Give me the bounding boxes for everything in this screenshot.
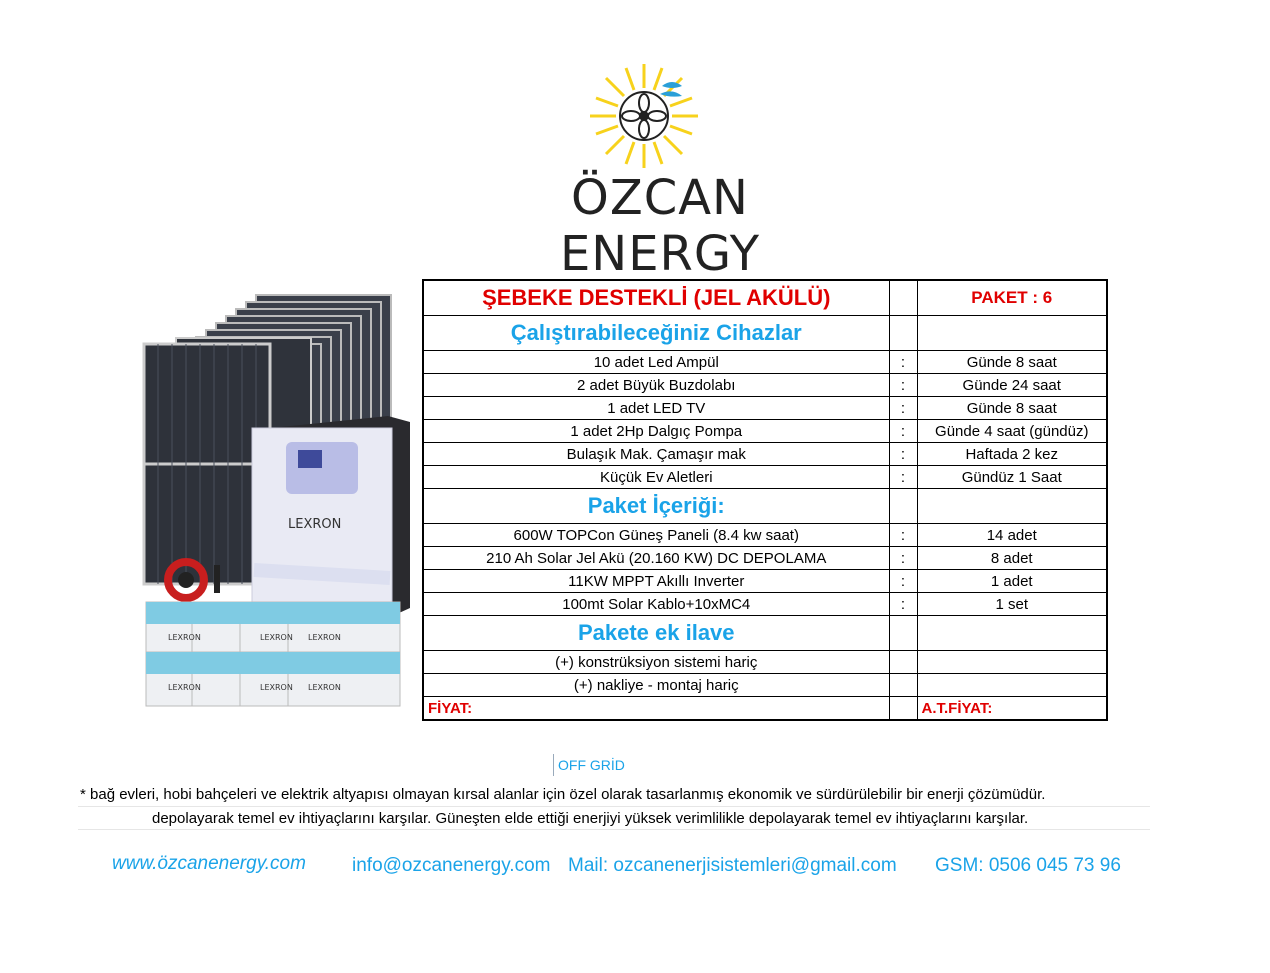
svg-text:LEXRON: LEXRON	[260, 633, 293, 642]
extra-item: (+) nakliye - montaj hariç	[423, 674, 889, 697]
inverter-image	[252, 416, 410, 618]
device-item: Bulaşık Mak. Çamaşır mak	[423, 443, 889, 466]
table-row: 1 adet LED TV : Günde 8 saat	[423, 397, 1107, 420]
table-row: 600W TOPCon Güneş Paneli (8.4 kw saat) : 14 adet	[423, 524, 1107, 547]
website-link[interactable]: www.özcanenergy.com	[112, 853, 306, 874]
device-usage: Günde 24 saat	[917, 374, 1107, 397]
note-line-1: * bağ evleri, hobi bahçeleri ve elektrik altyapısı olmayan kırsal alanlar için özel olarak tasarlanmış ekonomik ve sürdürülebilir bir enerji çözümüdür.	[80, 786, 1046, 803]
content-qty: 14 adet	[917, 524, 1107, 547]
table-row	[423, 674, 1107, 697]
table-header-row	[423, 280, 1107, 316]
gsm-number: GSM: 0506 045 73 96	[935, 855, 1121, 876]
price-row	[423, 697, 1107, 721]
content-item: 600W TOPCon Güneş Paneli (8.4 kw saat)	[423, 524, 889, 547]
note-line-2: depolayarak temel ev ihtiyaçlarını karşılar. Güneşten elde ettiği enerjiyi yüksek verimlilikle depolayarak temel ev ihtiyaçlarını karşılar.	[152, 810, 1029, 827]
table-row: 10 adet Led Ampül : Günde 8 saat	[423, 351, 1107, 374]
device-usage: Gündüz 1 Saat	[917, 466, 1107, 489]
table-row: 2 adet Büyük Buzdolabı : Günde 24 saat	[423, 374, 1107, 397]
company-logo	[470, 62, 850, 282]
device-item: Küçük Ev Aletleri	[423, 466, 889, 489]
table-row: 11KW MPPT Akıllı Inverter : 1 adet	[423, 570, 1107, 593]
section-contents-title: Paket İçeriği:	[423, 489, 889, 524]
device-usage: Günde 8 saat	[917, 351, 1107, 374]
section-devices-title: Çalıştırabileceğiniz Cihazlar	[423, 316, 889, 351]
price-label: FİYAT:	[423, 697, 889, 721]
section-row	[423, 316, 1107, 351]
svg-text:LEXRON: LEXRON	[308, 633, 341, 642]
package-spec-table	[422, 279, 1108, 721]
device-item: 10 adet Led Ampül	[423, 351, 889, 374]
section-row	[423, 489, 1107, 524]
device-usage: Günde 4 saat (gündüz)	[917, 420, 1107, 443]
svg-text:LEXRON: LEXRON	[308, 683, 341, 692]
content-qty: 1 adet	[917, 570, 1107, 593]
batteries-image	[146, 602, 400, 706]
device-item: 1 adet 2Hp Dalgıç Pompa	[423, 420, 889, 443]
gmail-link[interactable]: Mail: ozcanenerjisistemleri@gmail.com	[568, 855, 897, 876]
svg-text:LEXRON: LEXRON	[168, 633, 201, 642]
content-qty: 8 adet	[917, 547, 1107, 570]
device-usage: Haftada 2 kez	[917, 443, 1107, 466]
svg-text:LEXRON: LEXRON	[168, 683, 201, 692]
device-item: 2 adet Büyük Buzdolabı	[423, 374, 889, 397]
table-row	[423, 651, 1107, 674]
content-item: 100mt Solar Kablo+10xMC4	[423, 593, 889, 616]
brand-name: ÖZCAN ENERGY	[559, 170, 761, 282]
table-row: Küçük Ev Aletleri : Gündüz 1 Saat	[423, 466, 1107, 489]
table-row: 1 adet 2Hp Dalgıç Pompa : Günde 4 saat (gündüz)	[423, 420, 1107, 443]
content-qty: 1 set	[917, 593, 1107, 616]
table-row: Bulaşık Mak. Çamaşır mak : Haftada 2 kez	[423, 443, 1107, 466]
email-link[interactable]: info@ozcanenergy.com	[352, 855, 551, 876]
at-price-label: A.T.FİYAT:	[917, 697, 1107, 721]
solar-kit-illustration	[138, 290, 413, 710]
device-usage: Günde 8 saat	[917, 397, 1107, 420]
divider	[78, 806, 1150, 807]
svg-text:LEXRON: LEXRON	[288, 517, 342, 532]
svg-text:LEXRON: LEXRON	[260, 683, 293, 692]
content-item: 210 Ah Solar Jel Akü (20.160 KW) DC DEPOLAMA	[423, 547, 889, 570]
section-row	[423, 616, 1107, 651]
sun-logo-icon	[578, 62, 718, 172]
package-number: PAKET : 6	[917, 280, 1107, 316]
offgrid-label: OFF GRİD	[553, 754, 625, 776]
table-row: 210 Ah Solar Jel Akü (20.160 KW) DC DEPOLAMA : 8 adet	[423, 547, 1107, 570]
extra-item: (+) konstrüksiyon sistemi hariç	[423, 651, 889, 674]
content-item: 11KW MPPT Akıllı Inverter	[423, 570, 889, 593]
section-extras-title: Pakete ek ilave	[423, 616, 889, 651]
table-row: 100mt Solar Kablo+10xMC4 : 1 set	[423, 593, 1107, 616]
divider	[78, 829, 1150, 830]
device-item: 1 adet LED TV	[423, 397, 889, 420]
package-title: ŞEBEKE DESTEKLİ (JEL AKÜLÜ)	[423, 280, 889, 316]
